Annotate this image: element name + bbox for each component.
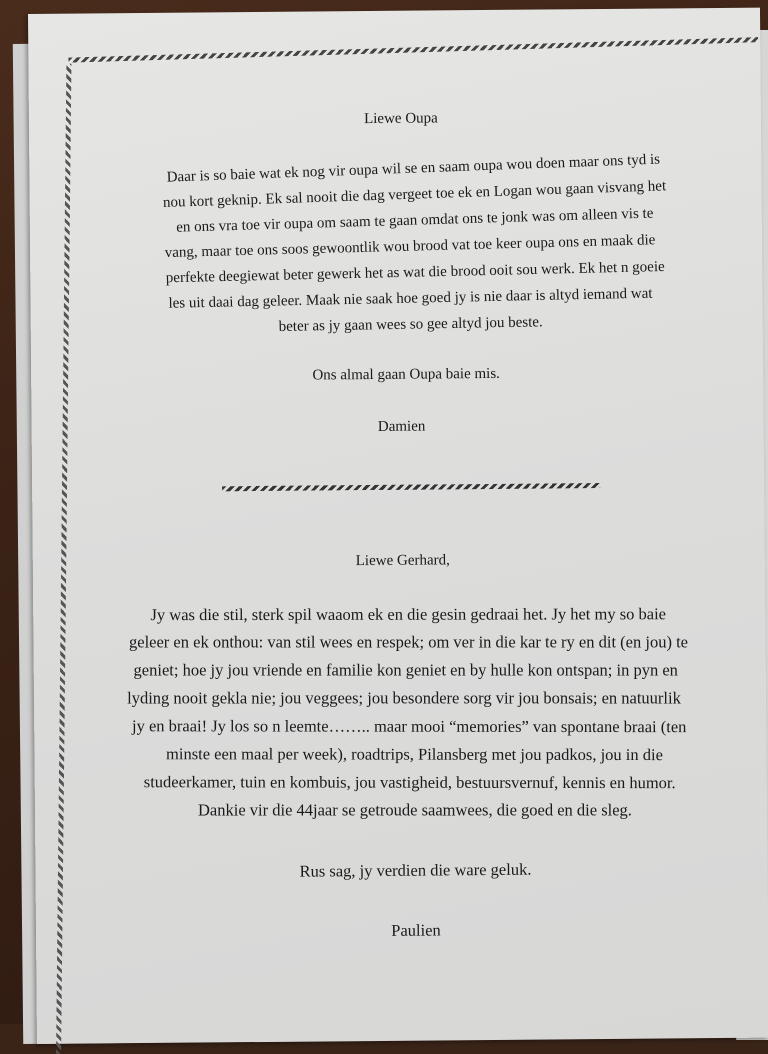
letter2-line: studeerkamer, tuin en kombuis, jou vastigheid, bestuursvernuf, kennis en humor. (143, 772, 676, 793)
letter2-line: lyding nooit gekla nie; jou veggees; jou besondere sorg vir jou bonsais; en natuurlik (127, 688, 681, 708)
decorative-border-top (68, 37, 758, 62)
letter2-signature: Paulien (391, 920, 441, 940)
letter2-line: Jy was die stil, sterk spil waaom ek en die gesin gedraai het. Jy het my so baie (150, 604, 667, 625)
letter2-line: jy en braai! Jy los so n leemte…….. maar mooi “memories” van spontane braai (ten (131, 716, 687, 737)
letter2-line: minste een maal per week), roadtrips, Pilansberg met jou padkos, jou in die (166, 744, 663, 765)
letter2-line: Dankie vir die 44jaar se getroude saamwees, die goed en die sleg. (198, 800, 632, 820)
letter1-line: nou kort geknip. Ek sal nooit die dag vergeet toe ek en Logan wou gaan visvang het (162, 178, 667, 211)
letter1-line: Daar is so baie wat ek nog vir oupa wil se en saam oupa wou doen maar ons tyd is (166, 151, 661, 186)
letter1-line: perfekte deegiewat beter gewerk het as wat die brood ooit sou werk. Ek het n goeie (165, 258, 665, 287)
letter2-salutation: Liewe Gerhard, (355, 552, 450, 570)
decorative-border-left (56, 64, 71, 1054)
letter1-salutation: Liewe Oupa (364, 110, 438, 128)
letter1-closing: Ons almal gaan Oupa baie mis. (312, 365, 500, 384)
letter1-line: vang, maar toe ons soos gewoontlik wou brood vat toe keer oupa ons en maak die (164, 232, 656, 262)
letter1-line: en ons vra toe vir oupa om saam te gaan omdat ons te jonk was om alleen vis te (175, 205, 654, 236)
letter2-closing: Rus sag, jy verdien die ware geluk. (299, 859, 532, 881)
letter1-line: beter as jy gaan wees so gee altyd jou beste. (278, 314, 543, 335)
letter2-line: geniet; hoe jy jou vriende en familie kon geniet en by hulle kon ontspan; in pyn en (133, 660, 678, 680)
booklet-page (28, 8, 768, 1044)
letter1-line: les uit daai dag geleer. Maak nie saak hoe goed jy is nie daar is altyd iemand wat (168, 285, 653, 312)
letter1-signature: Damien (377, 418, 426, 435)
section-divider (222, 483, 600, 491)
letter2-line: geleer en ek onthou: van stil wees en respek; om ver in die kar te ry en dit (en jou) te (129, 632, 688, 652)
